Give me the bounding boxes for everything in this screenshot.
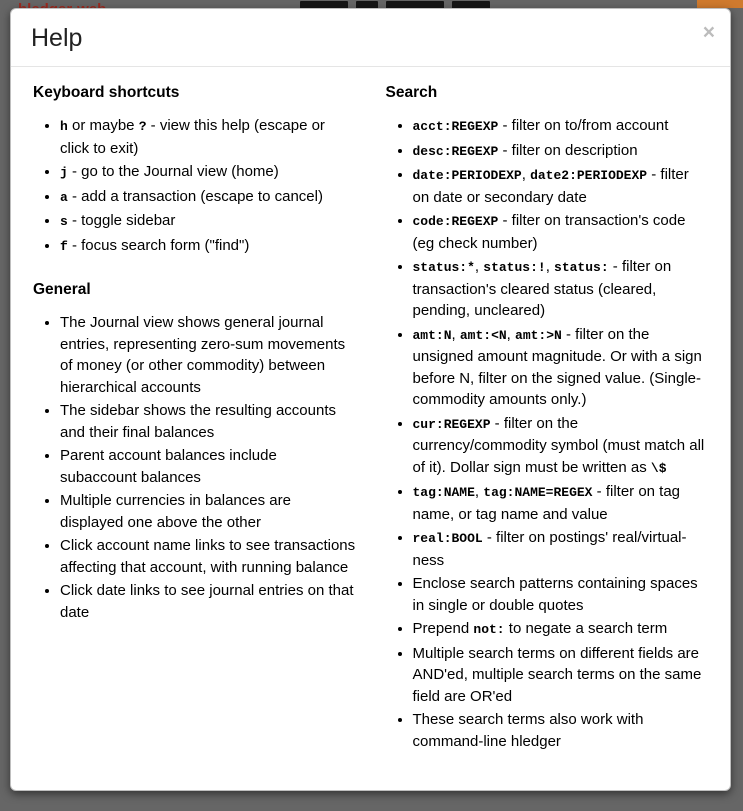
modal-header	[11, 9, 730, 67]
section-heading: Keyboard shortcuts	[33, 84, 180, 101]
list-item: • code:REGEXP - filter on transaction's code (eg check number)	[413, 210, 709, 254]
section-heading: Search	[385, 84, 438, 101]
list-item: • Click account name links to see transactions affecting that account, with running balance	[60, 535, 356, 578]
list-item: • j - go to the Journal view (home)	[60, 161, 356, 184]
list-item: • tag:NAME, tag:NAME=REGEX - filter on tag name, or tag name and value	[413, 481, 709, 525]
list-item: • Click date links to see journal entries on that date	[60, 580, 356, 623]
list-item: • date:PERIODEXP, date2:PERIODEXP - filter on date or secondary date	[413, 164, 709, 208]
list-item: • a - add a transaction (escape to cancel)	[60, 186, 356, 209]
list-item: • acct:REGEXP - filter on to/from account	[413, 115, 709, 138]
left-column	[33, 84, 356, 776]
section-heading: General	[33, 281, 91, 298]
list-item: • h or maybe ? - view this help (escape or click to exit)	[60, 115, 356, 159]
modal-body	[11, 67, 730, 791]
list-item: • cur:REGEXP - filter on the currency/commodity symbol (must match all of it). Dollar sign must be written as \$	[413, 413, 709, 480]
list-item: • Enclose search patterns containing spaces in single or double quotes	[413, 573, 709, 616]
modal-title: Help	[31, 24, 83, 52]
close-icon[interactable]: ×	[702, 21, 715, 44]
list-item: • amt:N, amt:<N, amt:>N - filter on the unsigned amount magnitude. Or with a sign before N, filter on the signed value. (Single-commodity amounts only.)	[413, 324, 709, 411]
help-list	[33, 115, 356, 257]
list-item: • Multiple search terms on different fields are AND'ed, multiple search terms on the same field are OR'ed	[413, 643, 709, 708]
list-item: • These search terms also work with command-line hledger	[413, 709, 709, 752]
list-item: • real:BOOL - filter on postings' real/virtual-ness	[413, 527, 709, 571]
list-item: • The Journal view shows general journal entries, representing zero-sum movements of money (or other commodity) between hierarchical accounts	[60, 312, 356, 398]
list-item: • Prepend not: to negate a search term	[413, 618, 709, 641]
right-column	[386, 84, 709, 776]
list-item: • Multiple currencies in balances are displayed one above the other	[60, 490, 356, 533]
list-item: • The sidebar shows the resulting accounts and their final balances	[60, 400, 356, 443]
help-list	[33, 312, 356, 623]
list-item: • f - focus search form ("find")	[60, 235, 356, 258]
list-item: • Parent account balances include subaccount balances	[60, 445, 356, 488]
list-item: • desc:REGEXP - filter on description	[413, 140, 709, 163]
page-orange-element-clipped	[697, 0, 743, 8]
help-modal	[10, 8, 731, 791]
list-item: • status:*, status:!, status: - filter on transaction's cleared status (cleared, pending, uncleared)	[413, 256, 709, 322]
help-list	[386, 115, 709, 752]
list-item: • s - toggle sidebar	[60, 210, 356, 233]
